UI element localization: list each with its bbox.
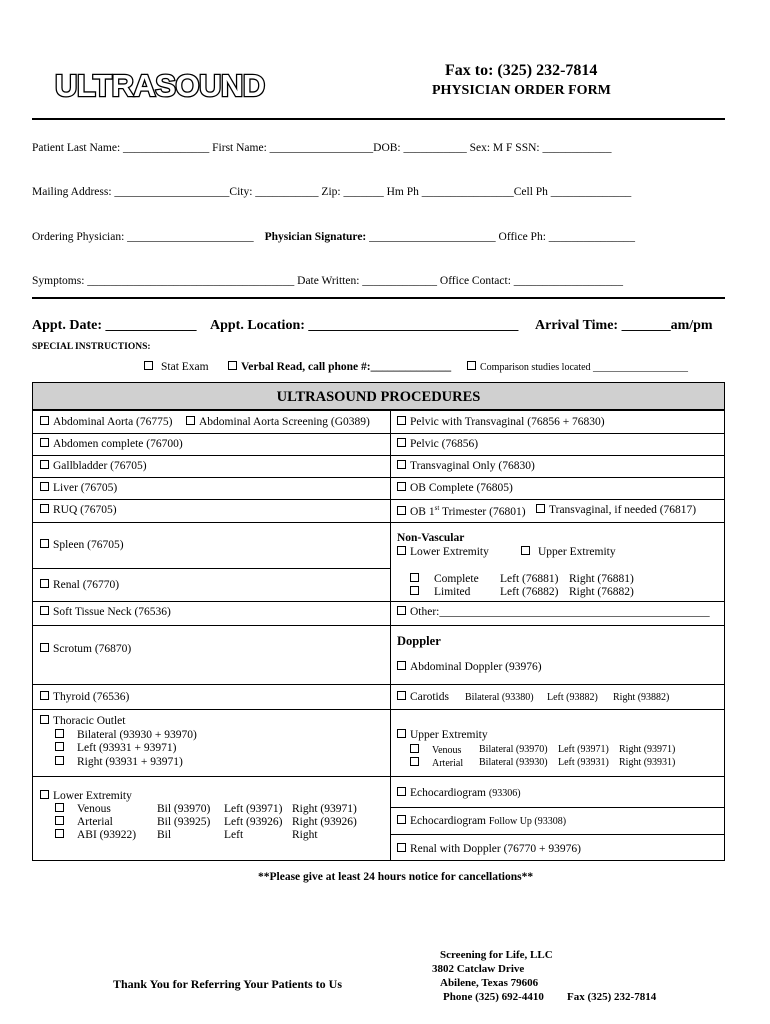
checkbox[interactable]: [40, 438, 49, 447]
checkbox[interactable]: [55, 729, 64, 738]
upper-arterial-option[interactable]: [410, 757, 463, 769]
row-divider: [390, 776, 725, 777]
option-label: OB 1: [410, 505, 435, 518]
upper-venous-bilateral: Bilateral (93970): [479, 744, 548, 755]
checkbox[interactable]: [55, 756, 64, 765]
company-address: 3802 Catclaw Drive: [432, 963, 525, 975]
checkbox[interactable]: [40, 606, 49, 615]
option-label: Complete: [434, 573, 479, 585]
checkbox[interactable]: [228, 361, 237, 370]
option-label: Echocardiogram: [410, 787, 486, 799]
checkbox[interactable]: [397, 691, 406, 700]
checkbox[interactable]: [410, 744, 419, 753]
checkbox[interactable]: [397, 606, 406, 615]
checkbox[interactable]: [397, 787, 406, 796]
row-divider: [32, 709, 391, 710]
nv-lower-extremity-option[interactable]: [397, 546, 489, 558]
option-label: Limited: [434, 586, 471, 598]
ob-first-trimester-option[interactable]: [397, 504, 526, 518]
venous-right: Right (93971): [292, 803, 357, 815]
checkbox[interactable]: [40, 539, 49, 548]
stat-exam-option[interactable]: [144, 361, 209, 373]
checkbox[interactable]: [40, 691, 49, 700]
option-label: Abdomen complete (76700): [53, 438, 183, 450]
checkbox[interactable]: [186, 416, 195, 425]
row-divider: [390, 625, 725, 626]
ob-complete-option[interactable]: [397, 482, 513, 494]
arterial-right: Right (93926): [292, 816, 357, 828]
doppler-heading: Doppler: [397, 634, 441, 648]
option-label: Carotids: [410, 691, 449, 703]
arterial-left: Left (93926): [224, 816, 283, 828]
patient-name-line[interactable]: Patient Last Name: _______________ First Name: __________________DOB: ___________ Sex: M F SSN: ____________: [32, 142, 612, 154]
upper-extremity-option[interactable]: [397, 729, 488, 741]
appt-date-field[interactable]: Appt. Date: _____________: [32, 318, 197, 333]
soft-tissue-neck-option[interactable]: [40, 606, 171, 618]
carotids-left: Left (93882): [547, 692, 598, 703]
form-subtitle: PHYSICIAN ORDER FORM: [432, 83, 611, 98]
carotids-bilateral: Bilateral (93380): [465, 692, 534, 703]
upper-venous-option[interactable]: [410, 744, 461, 756]
checkbox[interactable]: [55, 742, 64, 751]
option-label: Renal (76770): [53, 579, 120, 591]
lower-arterial-option[interactable]: [55, 816, 113, 828]
option-label: Soft Tissue Neck (76536): [53, 606, 171, 618]
procedures-header: ULTRASOUND PROCEDURES: [32, 382, 725, 410]
option-label: Abdominal Doppler (93976): [410, 661, 542, 673]
row-divider: [390, 433, 725, 434]
limited-left: Left (76882): [500, 586, 559, 598]
other-option[interactable]: [397, 606, 710, 618]
thoracic-outlet-option[interactable]: [40, 715, 125, 727]
carotids-right: Right (93882): [613, 692, 670, 703]
row-divider: [390, 522, 725, 523]
special-instructions-label: SPECIAL INSTRUCTIONS:: [32, 342, 151, 352]
non-vascular-heading: Non-Vascular: [397, 532, 465, 544]
renal-option[interactable]: [40, 579, 119, 591]
option-label: st: [434, 504, 440, 512]
checkbox[interactable]: [55, 816, 64, 825]
checkbox[interactable]: [40, 416, 49, 425]
echocardiogram-option[interactable]: [397, 787, 521, 799]
carotids-option[interactable]: [397, 691, 449, 703]
option-label: RUQ (76705): [53, 504, 117, 516]
lower-venous-option[interactable]: [55, 803, 111, 815]
row-divider: [32, 568, 391, 569]
option-label: Lower Extremity: [53, 790, 132, 802]
echo-follow-up-option[interactable]: [397, 815, 566, 827]
complete-right: Right (76881): [569, 573, 634, 585]
checkbox[interactable]: [40, 504, 49, 513]
venous-left: Left (93971): [224, 803, 283, 815]
option-label: Echocardiogram: [410, 815, 486, 827]
option-label: Follow Up (93308): [488, 816, 567, 827]
checkbox[interactable]: [536, 504, 545, 513]
thoracic-left-option[interactable]: [55, 742, 176, 754]
symptoms-line[interactable]: Symptoms: ____________________________________ Date Written: _____________ Office Contact: ___________________: [32, 275, 624, 287]
checkbox[interactable]: [410, 573, 419, 582]
option-label: OB Complete (76805): [410, 482, 513, 494]
option-label: Renal with Doppler (76770 + 93976): [410, 843, 581, 855]
upper-venous-right: Right (93971): [619, 744, 676, 755]
arrival-time-field[interactable]: Arrival Time: _______am/pm: [535, 318, 713, 333]
option-label: Thyroid (76536): [53, 691, 130, 703]
company-name: Screening for Life, LLC: [440, 949, 553, 961]
checkbox[interactable]: [397, 506, 406, 515]
row-divider: [390, 709, 725, 710]
checkbox[interactable]: [397, 815, 406, 824]
option-label: Pelvic (76856): [410, 438, 479, 450]
company-phone: Phone (325) 692-4410: [443, 991, 544, 1003]
row-divider: [32, 433, 391, 434]
checkbox[interactable]: [40, 715, 49, 724]
thyroid-option[interactable]: [40, 691, 129, 703]
row-divider: [32, 776, 391, 777]
option-label: Bilateral (93930 + 93970): [77, 729, 197, 741]
transvaginal-if-needed-option[interactable]: [536, 504, 696, 516]
row-divider: [32, 499, 391, 500]
checkbox[interactable]: [397, 482, 406, 491]
option-label: Upper Extremity: [538, 546, 616, 558]
checkbox[interactable]: [410, 757, 419, 766]
option-label: Stat Exam: [161, 361, 209, 373]
physician-line[interactable]: [32, 231, 635, 243]
transvaginal-option[interactable]: [397, 460, 535, 472]
option-label: Thoracic Outlet: [53, 715, 126, 727]
verbal-read-option[interactable]: [228, 361, 451, 373]
checkbox[interactable]: [397, 729, 406, 738]
thoracic-right-option[interactable]: [55, 756, 183, 768]
row-divider: [32, 522, 391, 523]
form-title: ULTRASOUND: [55, 68, 265, 103]
option-label: Liver (76705): [53, 482, 118, 494]
upper-venous-left: Left (93971): [558, 744, 609, 755]
abdominal-aorta-option[interactable]: [40, 416, 172, 428]
row-divider: [390, 834, 725, 835]
limited-right: Right (76882): [569, 586, 634, 598]
lower-extremity-option[interactable]: [40, 790, 132, 802]
row-divider: [32, 625, 391, 626]
option-label: Spleen (76705): [53, 539, 124, 551]
option-label: Arterial: [77, 816, 113, 828]
checkbox[interactable]: [397, 843, 406, 852]
row-divider: [390, 499, 725, 500]
upper-arterial-bilateral: Bilateral (93930): [479, 757, 548, 768]
option-label: Other:_______________________________________________: [410, 606, 710, 618]
company-fax: Fax (325) 232-7814: [567, 991, 657, 1003]
checkbox[interactable]: [467, 361, 476, 370]
checkbox[interactable]: [40, 460, 49, 469]
ordering-physician-field[interactable]: Ordering Physician: ______________________: [32, 231, 254, 243]
checkbox[interactable]: [40, 482, 49, 491]
option-label: Pelvic with Transvaginal (76856 + 76830): [410, 416, 605, 428]
option-label: Gallbladder (76705): [53, 460, 147, 472]
checkbox[interactable]: [521, 546, 530, 555]
company-city: Abilene, Texas 79606: [440, 977, 539, 989]
abi-bil: Bil: [157, 829, 172, 841]
aorta-screening-option[interactable]: [186, 416, 370, 428]
checkbox[interactable]: [397, 416, 406, 425]
address-line[interactable]: Mailing Address: ____________________City: ___________ Zip: _______ Hm Ph ________________Cell Ph ______________: [32, 186, 632, 198]
row-divider: [390, 455, 725, 456]
limited-option[interactable]: [410, 586, 470, 598]
scrotum-option[interactable]: [40, 643, 131, 655]
signature-office-field[interactable]: ______________________ Office Ph: _______________: [366, 231, 636, 243]
abdominal-doppler-option[interactable]: [397, 661, 542, 673]
complete-left: Left (76881): [500, 573, 559, 585]
checkbox[interactable]: [144, 361, 153, 370]
abi-left: Left: [224, 829, 244, 841]
row-divider: [32, 684, 391, 685]
checkbox[interactable]: [397, 546, 406, 555]
option-label: Upper Extremity: [410, 729, 488, 741]
option-label: Venous: [432, 745, 462, 756]
option-label: Left (93931 + 93971): [77, 742, 177, 754]
appt-location-field[interactable]: Appt. Location: ______________________________: [210, 318, 519, 333]
gallbladder-option[interactable]: [40, 460, 147, 472]
abi-option[interactable]: [55, 829, 136, 841]
option-label: Comparison studies located ___________________: [480, 362, 689, 373]
option-label: ABI (93922): [77, 829, 137, 841]
checkbox[interactable]: [40, 790, 49, 799]
spleen-option[interactable]: [40, 539, 124, 551]
pelvic-option[interactable]: [397, 438, 478, 450]
checkbox[interactable]: [55, 829, 64, 838]
thoracic-bilateral-option[interactable]: [55, 729, 197, 741]
complete-option[interactable]: [410, 573, 479, 585]
row-divider: [32, 477, 391, 478]
abdomen-complete-option[interactable]: [40, 438, 183, 450]
option-label: Trimester (76801): [439, 505, 526, 518]
option-label: Transvaginal Only (76830): [410, 460, 535, 472]
ruq-option[interactable]: [40, 504, 117, 516]
comparison-studies-option[interactable]: [467, 361, 688, 373]
checkbox[interactable]: [410, 586, 419, 595]
row-divider: [390, 477, 725, 478]
option-label: Scrotum (76870): [53, 643, 132, 655]
option-label: Abdominal Aorta (76775): [53, 416, 173, 428]
checkbox[interactable]: [40, 579, 49, 588]
row-divider: [32, 455, 391, 456]
row-divider: [390, 684, 725, 685]
physician-signature-label: Physician Signature:: [264, 231, 367, 243]
header-divider: [32, 118, 725, 120]
option-label: Venous: [77, 803, 111, 815]
row-divider: [390, 601, 725, 602]
option-label: Transvaginal, if needed (76817): [549, 504, 697, 516]
cancellation-notice: **Please give at least 24 hours notice for cancellations**: [258, 871, 534, 883]
pelvic-transvaginal-option[interactable]: [397, 416, 605, 428]
checkbox[interactable]: [397, 661, 406, 670]
row-divider: [390, 807, 725, 808]
checkbox[interactable]: [397, 438, 406, 447]
thank-you-message: Thank You for Referring Your Patients to Us: [113, 977, 343, 991]
patient-divider: [32, 297, 725, 299]
abi-right: Right: [292, 829, 318, 841]
option-label: Verbal Read, call phone #:______________: [241, 361, 452, 373]
venous-bil: Bil (93970): [157, 803, 211, 815]
checkbox[interactable]: [55, 803, 64, 812]
nv-upper-extremity-option[interactable]: [521, 546, 616, 558]
upper-arterial-right: Right (93931): [619, 757, 676, 768]
option-label: Arterial: [432, 758, 464, 769]
option-label: Abdominal Aorta Screening (G0389): [199, 416, 370, 428]
row-divider: [32, 601, 391, 602]
upper-arterial-left: Left (93931): [558, 757, 609, 768]
option-label: (93306): [488, 788, 521, 799]
option-label: Right (93931 + 93971): [77, 756, 183, 768]
fax-number: Fax to: (325) 232-7814: [445, 62, 598, 79]
checkbox[interactable]: [40, 643, 49, 652]
option-label: Lower Extremity: [410, 546, 489, 558]
renal-doppler-option[interactable]: [397, 843, 581, 855]
checkbox[interactable]: [397, 460, 406, 469]
arterial-bil: Bil (93925): [157, 816, 211, 828]
liver-option[interactable]: [40, 482, 117, 494]
